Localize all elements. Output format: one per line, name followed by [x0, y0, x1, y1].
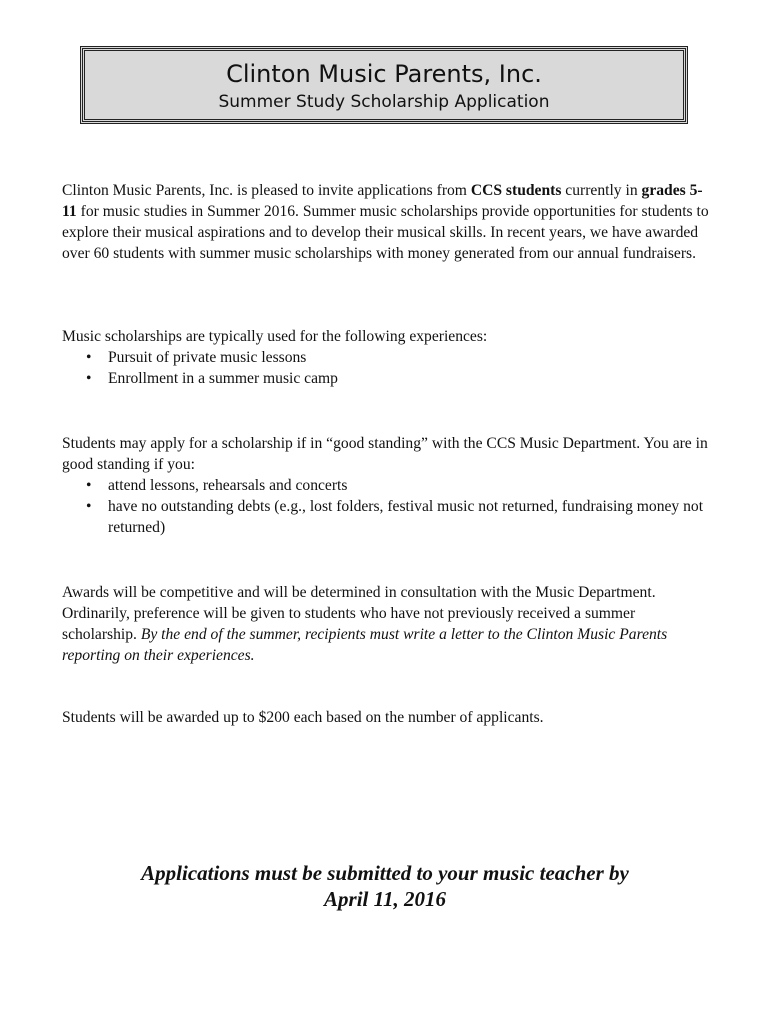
intro-paragraph: Clinton Music Parents, Inc. is pleased to invite applications from CCS students currently in grades 5-11 for music studies in Summer 2016. Summer music scholarships provide opportunities for students to explore their musical aspirations and to develop their musical skills. In recent years, we have awarded over 60 students with summer music scholarships with money generated from our annual fundraisers.	[62, 182, 709, 262]
list-item: • attend lessons, rehearsals and concerts	[86, 477, 348, 494]
standing-section	[62, 433, 712, 538]
standing-list	[62, 475, 712, 538]
deadline-date: April 11, 2016	[324, 887, 446, 911]
bullet-icon: •	[86, 370, 92, 387]
bullet-icon: •	[86, 477, 92, 494]
list-item: • Enrollment in a summer music camp	[86, 370, 338, 387]
document-subtitle: Summer Study Scholarship Application	[218, 92, 550, 112]
document-title: Clinton Music Parents, Inc.	[226, 60, 542, 88]
header-box	[80, 46, 688, 124]
awards-paragraph: Awards will be competitive and will be determined in consultation with the Music Department. Ordinarily, preference will be given to students who have not previously received a summer scholarship. By the end of the summer, recipients must write a letter to the Clinton Music Parents reporting on their experiences.	[62, 584, 668, 664]
amount-paragraph: Students will be awarded up to $200 each based on the number of applicants.	[62, 709, 544, 726]
deadline-line: Applications must be submitted to your music teacher by	[141, 861, 629, 885]
bullet-icon: •	[86, 498, 92, 515]
grades-emphasis: grades 5-11	[62, 182, 703, 220]
awards-requirement: By the end of the summer, recipients must write a letter to the Clinton Music Parents reporting on their experiences.	[62, 626, 668, 664]
list-item: • Pursuit of private music lessons	[86, 349, 307, 366]
uses-list	[62, 347, 712, 389]
bullet-icon: •	[86, 349, 92, 366]
deadline-notice	[0, 860, 770, 912]
uses-section	[62, 326, 712, 389]
list-item: • have no outstanding debts (e.g., lost folders, festival music not returned, fundraising money not returned)	[86, 498, 704, 536]
standing-lead: Students may apply for a scholarship if in “good standing” with the CCS Music Department. You are in good standing if you:	[62, 435, 708, 473]
ccs-students-emphasis: CCS students	[470, 182, 562, 199]
uses-lead: Music scholarships are typically used for the following experiences:	[62, 328, 488, 345]
